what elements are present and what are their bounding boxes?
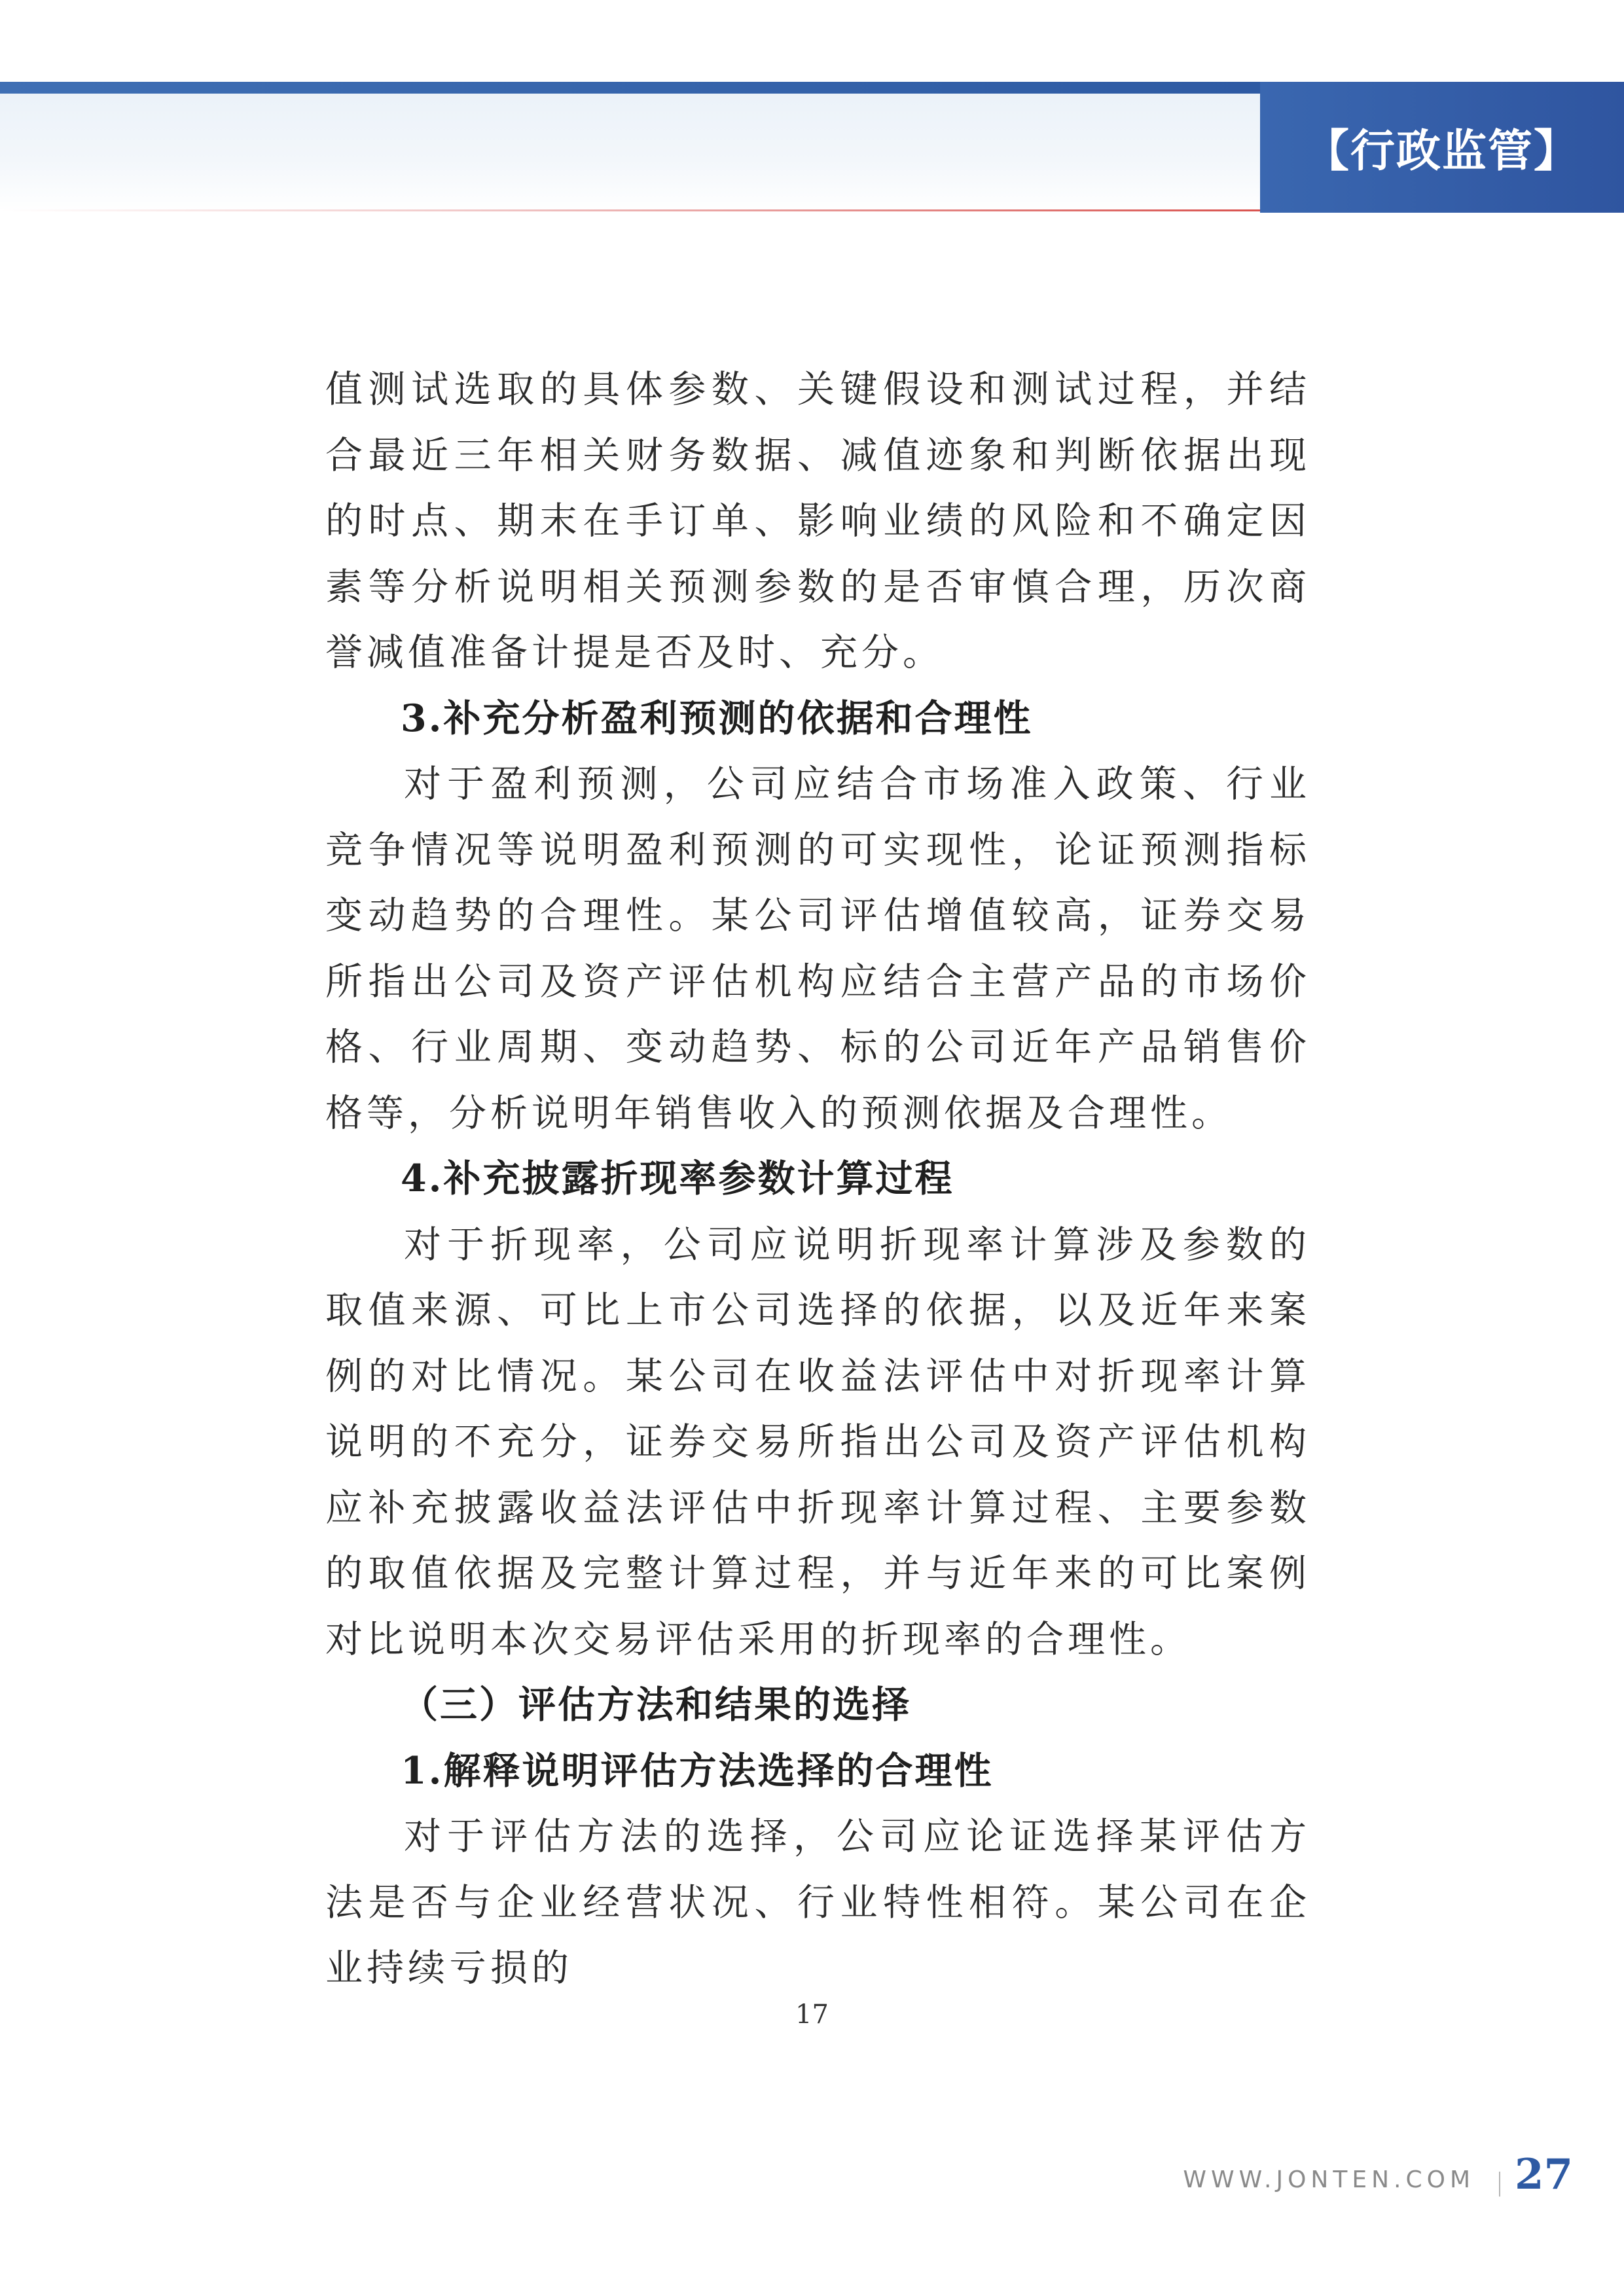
paragraph: 对于盈利预测，公司应结合市场准入政策、行业竞争情况等说明盈利预测的可实现性，论证预测指标变动趋势的合理性。某公司评估增值较高，证券交易所指出公司及资产评估机构应结合主营产品的市场价格、行业周期、变动趋势、标的公司近年产品销售价格等，分析说明年销售收入的预测依据及合理性。	[325, 762, 1310, 1135]
header-top-line	[0, 82, 1260, 94]
article-body	[325, 357, 1310, 2001]
header-band	[0, 82, 1260, 213]
subheading: 4.补充披露折现率参数计算过程	[401, 1157, 954, 1200]
subheading: 1.解释说明评估方法选择的合理性	[401, 1748, 994, 1793]
paragraph: 值测试选取的具体参数、关键假设和测试过程，并结合最近三年相关财务数据、减值迹象和判断依据出现的时点、期末在手订单、影响业绩的风险和不确定因素等分析说明相关预测参数的是否审慎合理，历次商誉减值准备计提是否及时、充分。	[325, 368, 1310, 674]
subheading: 3.补充分析盈利预测的依据和合理性	[401, 696, 1033, 740]
paragraph: 对于评估方法的选择，公司应论证选择某评估方法是否与企业经营状况、行业特性相符。某公司在企业持续亏损的	[325, 1815, 1310, 1990]
footer-website: WWW.JONTEN.COM	[1183, 2166, 1475, 2193]
footer-divider	[1499, 2172, 1500, 2197]
section-heading: （三）评估方法和结果的选择	[401, 1683, 911, 1727]
paragraph: 对于折现率，公司应说明折现率计算涉及参数的取值来源、可比上市公司选择的依据，以及近年来案例的对比情况。某公司在收益法评估中对折现率计算说明的不充分，证券交易所指出公司及资产评估机构应补充披露收益法评估中折现率计算过程、主要参数的取值依据及完整计算过程，并与近年来的可比案例对比说明本次交易评估采用的折现率的合理性。	[325, 1223, 1310, 1661]
page-number: 27	[1515, 2150, 1574, 2199]
inner-page-number: 17	[795, 2000, 829, 2030]
header-accent-line	[0, 209, 1260, 211]
section-tag: 【行政监管】	[1260, 82, 1624, 213]
